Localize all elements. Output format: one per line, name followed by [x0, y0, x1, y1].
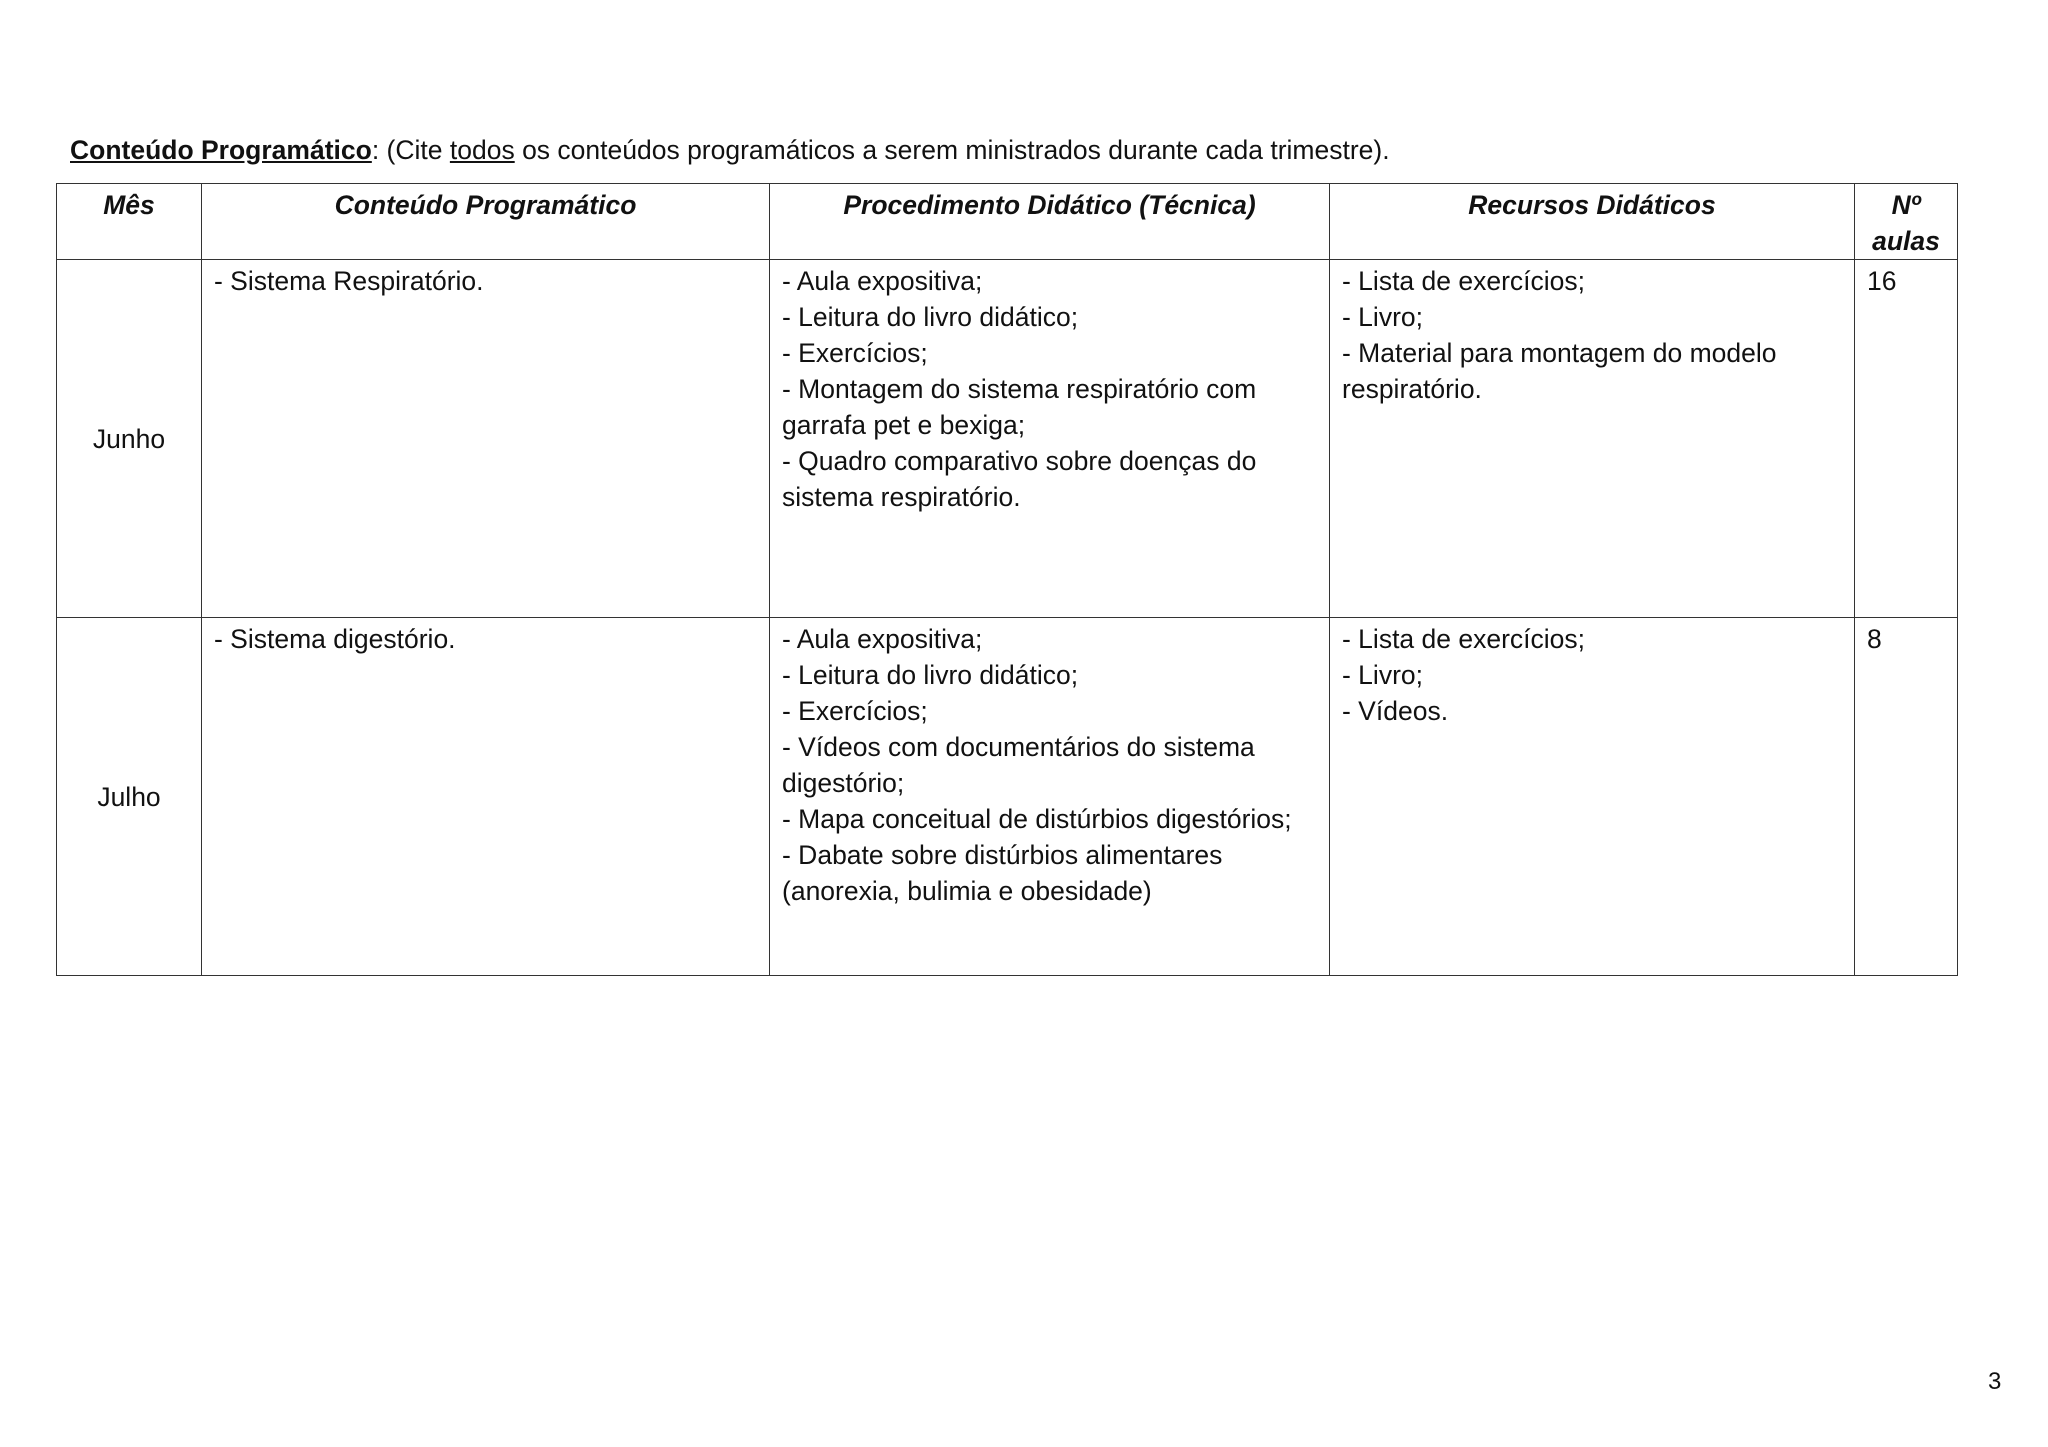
program-content-table [56, 183, 1958, 976]
resource-line: respiratório. [1342, 374, 1482, 404]
header-month: Mês [57, 184, 202, 260]
procedure-cell [770, 260, 1330, 618]
section-heading-emphasis: todos [449, 135, 515, 165]
procedure-line: - Exercícios; [782, 696, 928, 726]
table-header-row [57, 184, 1958, 260]
content-cell: - Sistema Respiratório. [202, 260, 770, 618]
resource-line: - Lista de exercícios; [1342, 624, 1586, 654]
procedure-line: - Aula expositiva; [782, 624, 983, 654]
procedure-line: (anorexia, bulimia e obesidade) [782, 876, 1152, 906]
procedure-line: digestório; [782, 768, 905, 798]
table-row [57, 260, 1958, 618]
resource-line: - Livro; [1342, 302, 1423, 332]
header-aulas [1855, 184, 1958, 260]
header-resources: Recursos Didáticos [1330, 184, 1855, 260]
section-heading [70, 132, 1390, 168]
table-row [57, 618, 1958, 976]
procedure-line: - Leitura do livro didático; [782, 302, 1079, 332]
resource-line: - Lista de exercícios; [1342, 266, 1586, 296]
page-number: 3 [1988, 1368, 2002, 1395]
resources-cell [1330, 260, 1855, 618]
procedure-line: - Aula expositiva; [782, 266, 983, 296]
aulas-cell: 16 [1855, 260, 1958, 618]
procedure-line: - Montagem do sistema respiratório com [782, 374, 1257, 404]
section-heading-text-after: os conteúdos programáticos a serem ministrados durante cada trimestre). [514, 135, 1390, 165]
header-aulas-line2: aulas [1872, 226, 1940, 256]
procedure-line: - Exercícios; [782, 338, 928, 368]
resource-line: - Vídeos. [1342, 696, 1449, 726]
procedure-line: garrafa pet e bexiga; [782, 410, 1026, 440]
procedure-line: - Quadro comparativo sobre doenças do [782, 446, 1257, 476]
header-content: Conteúdo Programático [202, 184, 770, 260]
procedure-line: sistema respiratório. [782, 482, 1021, 512]
procedure-line: - Mapa conceitual de distúrbios digestórios; [782, 804, 1292, 834]
month-cell: Junho [57, 260, 202, 618]
section-heading-label: Conteúdo Programático [70, 135, 372, 165]
resources-cell [1330, 618, 1855, 976]
content-cell: - Sistema digestório. [202, 618, 770, 976]
procedure-line: - Vídeos com documentários do sistema [782, 732, 1255, 762]
header-procedure: Procedimento Didático (Técnica) [770, 184, 1330, 260]
procedure-line: - Leitura do livro didático; [782, 660, 1079, 690]
procedure-cell [770, 618, 1330, 976]
section-heading-text-before: : (Cite [371, 135, 450, 165]
month-cell: Julho [57, 618, 202, 976]
resource-line: - Material para montagem do modelo [1342, 338, 1777, 368]
aulas-cell: 8 [1855, 618, 1958, 976]
header-aulas-line1: Nº [1891, 190, 1921, 220]
resource-line: - Livro; [1342, 660, 1423, 690]
procedure-line: - Dabate sobre distúrbios alimentares [782, 840, 1223, 870]
